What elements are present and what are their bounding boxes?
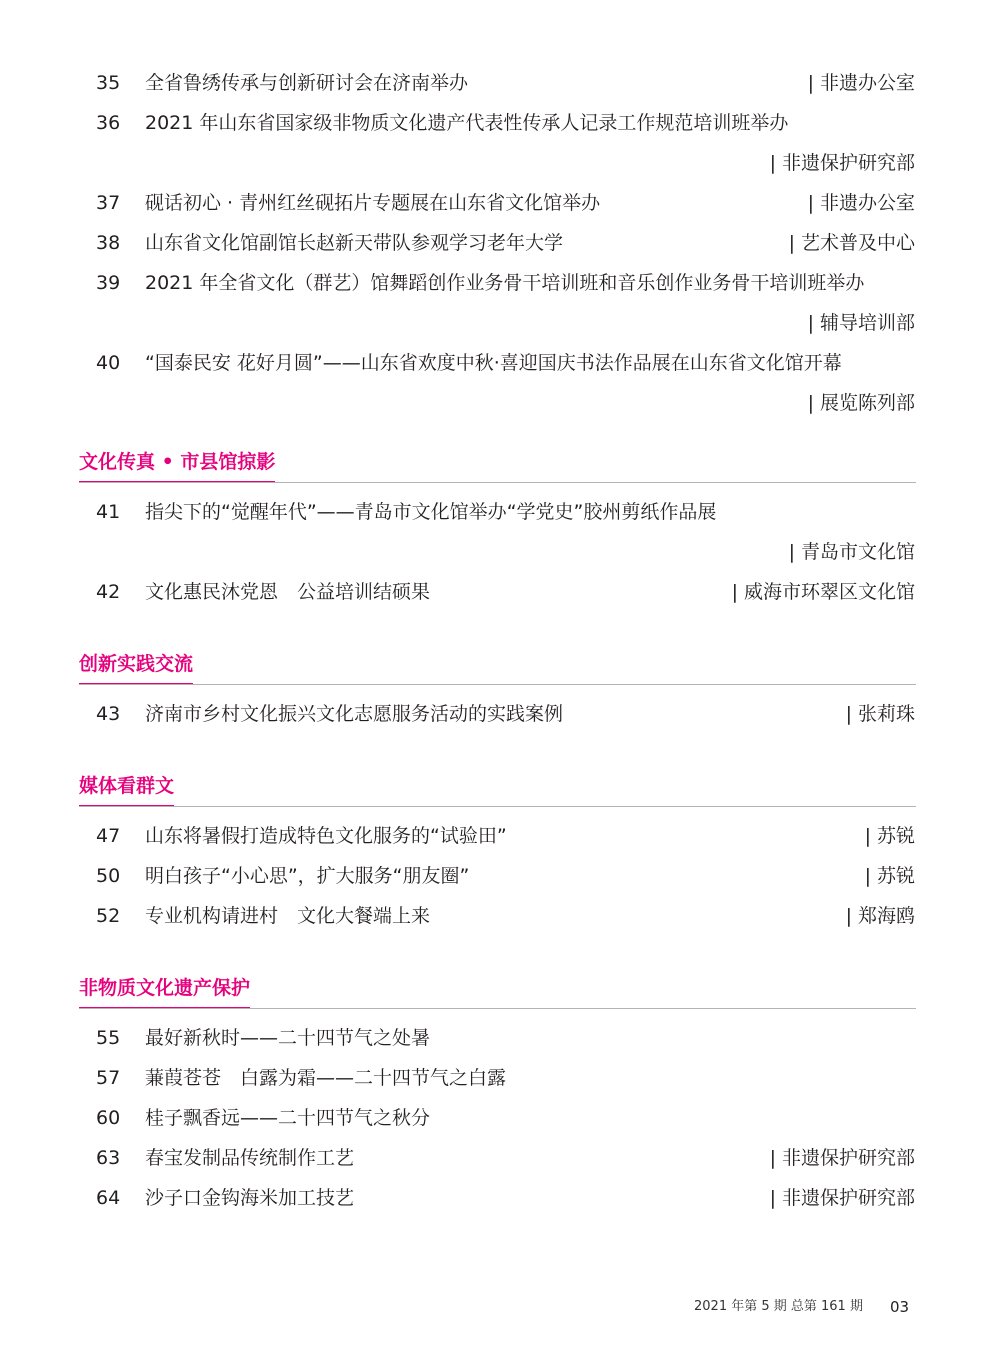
entry-author: | 非遗保护研究部 [770, 143, 915, 183]
entry-title: 指尖下的“觉醒年代”——青岛市文化馆举办“学党史”胶州剪纸作品展 [145, 501, 717, 523]
toc-entry[interactable] [0, 183, 1000, 223]
toc-entry[interactable] [0, 816, 1000, 856]
toc-entry-author-line [0, 383, 1000, 423]
entry-page-number: 38 [96, 232, 121, 254]
entry-author: | 展览陈列部 [808, 383, 915, 423]
toc-entry[interactable] [0, 1018, 1000, 1058]
entry-page-number: 40 [96, 352, 121, 374]
separator-bar: | [807, 72, 814, 94]
entry-page-number: 41 [96, 501, 121, 523]
separator-bar: | [845, 905, 852, 927]
toc-entry[interactable] [0, 1058, 1000, 1098]
section-divider [79, 1008, 916, 1009]
entry-title: 山东将暑假打造成特色文化服务的“试验田” [145, 825, 507, 847]
entry-title: 文化惠民沐党恩 公益培训结硕果 [145, 581, 431, 603]
separator-bar: | [807, 312, 814, 334]
section-heading: 文化传真 • 市县馆掠影 [79, 446, 275, 482]
entry-page-number: 64 [96, 1187, 121, 1209]
entry-author: | 苏锐 [865, 856, 915, 896]
entry-author: | 辅导培训部 [808, 303, 915, 343]
separator-bar: | [769, 152, 776, 174]
toc-entry[interactable] [0, 572, 1000, 612]
toc-entry[interactable] [0, 1098, 1000, 1138]
entry-title: 春宝发制品传统制作工艺 [145, 1147, 355, 1169]
toc-entry-author-line [0, 303, 1000, 343]
separator-bar: | [845, 703, 852, 725]
toc-entry[interactable] [0, 263, 1000, 303]
section-heading: 非物质文化遗产保护 [79, 972, 250, 1008]
entry-page-number: 55 [96, 1027, 121, 1049]
separator-bar: | [731, 581, 738, 603]
section-divider [79, 806, 916, 807]
entry-page-number: 52 [96, 905, 121, 927]
entry-title: “国泰民安 花好月圆”——山东省欢度中秋·喜迎国庆书法作品展在山东省文化馆开幕 [145, 352, 842, 374]
entry-title: 最好新秋时——二十四节气之处暑 [145, 1027, 431, 1049]
section-divider [79, 684, 916, 685]
toc-entry[interactable] [0, 103, 1000, 143]
separator-bar: | [769, 1187, 776, 1209]
entry-author: | 张莉珠 [846, 694, 915, 734]
entry-title: 明白孩子“小心思”，扩大服务“朋友圈” [145, 865, 470, 887]
entry-page-number: 37 [96, 192, 121, 214]
entry-page-number: 35 [96, 72, 121, 94]
toc-entry[interactable] [0, 343, 1000, 383]
entry-author: | 苏锐 [865, 816, 915, 856]
toc-entry[interactable] [0, 1138, 1000, 1178]
toc-entry-author-line [0, 532, 1000, 572]
toc-entry-author-line [0, 143, 1000, 183]
entry-page-number: 39 [96, 272, 121, 294]
toc-entry[interactable] [0, 896, 1000, 936]
entry-page-number: 60 [96, 1107, 121, 1129]
toc-entry[interactable] [0, 223, 1000, 263]
entry-page-number: 47 [96, 825, 121, 847]
entry-title: 桂子飘香远——二十四节气之秋分 [145, 1107, 431, 1129]
entry-author: | 青岛市文化馆 [789, 532, 915, 572]
toc-entry[interactable] [0, 856, 1000, 896]
entry-title: 沙子口金钩海米加工技艺 [145, 1187, 355, 1209]
entry-page-number: 63 [96, 1147, 121, 1169]
entry-author: | 艺术普及中心 [789, 223, 915, 263]
entry-title: 砚话初心 · 青州红丝砚拓片专题展在山东省文化馆举办 [145, 192, 601, 214]
footer-issue-info: 2021 年第 5 期 总第 161 期 [694, 1299, 863, 1314]
separator-bar: | [807, 192, 814, 214]
toc-entry[interactable] [0, 492, 1000, 532]
toc-entry[interactable] [0, 1178, 1000, 1218]
entry-author: | 非遗保护研究部 [770, 1138, 915, 1178]
separator-bar: | [788, 541, 795, 563]
entry-author: | 郑海鸥 [846, 896, 915, 936]
separator-bar: | [864, 865, 871, 887]
footer-page-number: 03 [890, 1298, 910, 1316]
section-divider [79, 482, 916, 483]
separator-bar: | [788, 232, 795, 254]
entry-title: 山东省文化馆副馆长赵新天带队参观学习老年大学 [145, 232, 564, 254]
toc-entry[interactable] [0, 63, 1000, 103]
entry-author: | 非遗办公室 [808, 183, 915, 223]
entry-page-number: 36 [96, 112, 121, 134]
entry-title: 蒹葭苍苍 白露为霜——二十四节气之白露 [145, 1067, 507, 1089]
section-heading: 创新实践交流 [79, 648, 193, 684]
section-heading: 媒体看群文 [79, 770, 174, 806]
entry-page-number: 50 [96, 865, 121, 887]
separator-bar: | [769, 1147, 776, 1169]
entry-title: 全省鲁绣传承与创新研讨会在济南举办 [145, 72, 469, 94]
separator-bar: | [864, 825, 871, 847]
entry-author: | 非遗办公室 [808, 63, 915, 103]
toc-entry[interactable] [0, 694, 1000, 734]
entry-title: 济南市乡村文化振兴文化志愿服务活动的实践案例 [145, 703, 564, 725]
entry-page-number: 57 [96, 1067, 121, 1089]
entry-page-number: 42 [96, 581, 121, 603]
entry-title: 2021 年全省文化（群艺）馆舞蹈创作业务骨干培训班和音乐创作业务骨干培训班举办 [145, 272, 865, 294]
entry-author: | 非遗保护研究部 [770, 1178, 915, 1218]
separator-bar: | [807, 392, 814, 414]
entry-title: 专业机构请进村 文化大餐端上来 [145, 905, 431, 927]
entry-page-number: 43 [96, 703, 121, 725]
entry-title: 2021 年山东省国家级非物质文化遗产代表性传承人记录工作规范培训班举办 [145, 112, 789, 134]
entry-author: | 威海市环翠区文化馆 [732, 572, 915, 612]
